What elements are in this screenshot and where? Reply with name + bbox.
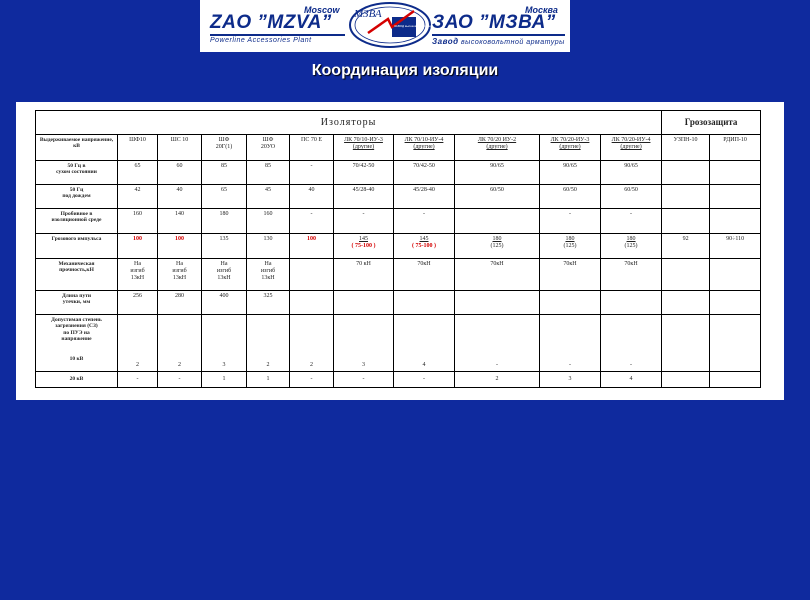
mzva-emblem-icon	[348, 1, 442, 49]
table-cell	[662, 185, 710, 209]
table-group-row	[36, 111, 761, 135]
table-cell	[334, 291, 394, 315]
table-cell: 70кН	[455, 259, 540, 291]
table-header-row	[36, 135, 761, 161]
table-row	[36, 185, 761, 209]
logo-ru-underline	[432, 34, 565, 36]
table-row	[36, 291, 761, 315]
header-label: Выдерживаемое напряжение, кВ	[36, 135, 118, 161]
table-cell: 70/42-50	[334, 161, 394, 185]
col-header: ЛК 70/10-ИУ-3 (другие)	[334, 135, 394, 161]
row-label: 50 Гц в сухом состоянии	[36, 161, 118, 185]
table-cell: 325	[247, 291, 290, 315]
group-insulators: Изоляторы	[36, 111, 662, 135]
table-cell: 145 ( 75-100 )	[334, 234, 394, 259]
table-cell: 70кН	[540, 259, 601, 291]
col-header: ШФ 20УО	[247, 135, 290, 161]
table-cell	[662, 259, 710, 291]
table-cell: 45	[247, 185, 290, 209]
col-header: ЛК 70/20 ИУ-2 (другие)	[455, 135, 540, 161]
row-label: 20 кВ	[36, 372, 118, 388]
table-cell: 90/65	[540, 161, 601, 185]
table-cell: 400	[202, 291, 247, 315]
table-cell: 4	[601, 372, 662, 388]
table-cell: -	[158, 372, 202, 388]
table-cell	[710, 291, 761, 315]
table-cell	[455, 291, 540, 315]
table-cell	[662, 161, 710, 185]
table-cell: 60/50	[455, 185, 540, 209]
table-cell: 60/50	[540, 185, 601, 209]
table-cell	[601, 291, 662, 315]
table-cell	[540, 291, 601, 315]
table-cell: -	[290, 209, 334, 234]
col-header: ПС 70 Е	[290, 135, 334, 161]
table-cell: -	[394, 209, 455, 234]
table-row	[36, 372, 761, 388]
table-cell	[662, 372, 710, 388]
row-label: Механическая прочность,кН	[36, 259, 118, 291]
table-cell: -	[394, 372, 455, 388]
table-cell: 45/28-40	[394, 185, 455, 209]
logo-en-city: Moscow	[304, 5, 340, 15]
table-cell: 2	[455, 372, 540, 388]
table-cell: 100	[158, 234, 202, 259]
table-cell: 90÷110	[710, 234, 761, 259]
logo-en-subtitle: Powerline Accessories Plant	[210, 37, 312, 44]
col-header: ЛК 70/20-ИУ-3 (другие)	[540, 135, 601, 161]
table-row	[36, 315, 761, 372]
table-cell: 70/42-50	[394, 161, 455, 185]
table-cell	[662, 315, 710, 372]
table-cell: 180 (125)	[540, 234, 601, 259]
table-cell	[662, 209, 710, 234]
table-cell: 85	[247, 161, 290, 185]
table-cell: 65	[202, 185, 247, 209]
page-title: Координация изоляции	[311, 62, 499, 79]
table-cell: -	[601, 209, 662, 234]
table-row	[36, 234, 761, 259]
table-cell: 60/50	[601, 185, 662, 209]
table-cell: 2	[118, 315, 158, 372]
logo-ru-subtitle-rest: высоковольтной арматуры	[461, 39, 565, 46]
col-header: ШФ 20Г(1)	[202, 135, 247, 161]
table-row	[36, 209, 761, 234]
table-cell: 100	[290, 234, 334, 259]
company-logo	[200, 0, 570, 52]
table-cell: На изгиб 13кН	[247, 259, 290, 291]
logo-ru-name: ЗАО ”МЗВА”	[432, 12, 556, 33]
table-cell: 100	[118, 234, 158, 259]
table-cell: 60	[158, 161, 202, 185]
row-label: Длина пути утечки, мм	[36, 291, 118, 315]
table-cell: 4	[394, 315, 455, 372]
col-header: ЛК 70/20-ИУ-4 (другие)	[601, 135, 662, 161]
table-cell: На изгиб 13кН	[158, 259, 202, 291]
content-panel	[16, 102, 784, 400]
table-cell	[662, 291, 710, 315]
table-cell: 2	[290, 315, 334, 372]
table-cell	[710, 315, 761, 372]
table-cell: -	[118, 372, 158, 388]
table-cell: На изгиб 13кН	[118, 259, 158, 291]
table-cell: 256	[118, 291, 158, 315]
group-lightning-protection: Грозозащита	[662, 111, 761, 135]
table-cell: 160	[118, 209, 158, 234]
table-cell: 70 кН	[334, 259, 394, 291]
table-cell: 40	[290, 185, 334, 209]
table-cell: -	[290, 372, 334, 388]
table-cell: 92	[662, 234, 710, 259]
col-header: ЛК 70/10-ИУ-4 (другие)	[394, 135, 455, 161]
table-cell: 90/65	[601, 161, 662, 185]
table-cell	[394, 291, 455, 315]
insulation-coordination-table	[35, 110, 761, 388]
table-cell: 160	[247, 209, 290, 234]
logo-en-underline	[210, 34, 345, 36]
table-cell: -	[334, 372, 394, 388]
logo-ru-subtitle-bold: Завод	[432, 37, 459, 46]
table-cell: -	[540, 209, 601, 234]
table-cell	[290, 259, 334, 291]
table-cell: 1	[247, 372, 290, 388]
table-cell: 145 ( 75-100 )	[394, 234, 455, 259]
table-cell: 85	[202, 161, 247, 185]
table-cell: 180	[202, 209, 247, 234]
table-cell: -	[290, 161, 334, 185]
table-cell: 180 (125)	[601, 234, 662, 259]
table-cell: 130	[247, 234, 290, 259]
row-label: Пробивное в изоляционной среде	[36, 209, 118, 234]
table-cell	[290, 291, 334, 315]
logo-en-name: ZAO ”MZVA”	[210, 12, 332, 33]
table-cell: 140	[158, 209, 202, 234]
row-label: Грозового импульса	[36, 234, 118, 259]
table-row	[36, 259, 761, 291]
table-row	[36, 161, 761, 185]
emblem-small-text: ЗАВОД высоковольтной арматуры	[394, 24, 442, 28]
row-label: Допустимая степень загрязнения (СЗ) по ПУЭ на напряжение 10 кВ	[36, 315, 118, 372]
table-cell: 135	[202, 234, 247, 259]
table-cell	[710, 372, 761, 388]
table-cell: -	[601, 315, 662, 372]
table-cell: 3	[334, 315, 394, 372]
table-cell	[455, 209, 540, 234]
table-cell: 70кН	[394, 259, 455, 291]
table-cell: 70кН	[601, 259, 662, 291]
logo-ru-city: Москва	[525, 5, 558, 15]
col-header: ШС 10	[158, 135, 202, 161]
table-cell: -	[455, 315, 540, 372]
emblem-text: МЗВА	[354, 8, 382, 20]
col-header: ШФ10	[118, 135, 158, 161]
table-cell: 280	[158, 291, 202, 315]
table-cell: 40	[158, 185, 202, 209]
logo-ru-subtitle	[432, 37, 565, 46]
col-header: УЗПН-10	[662, 135, 710, 161]
table-cell: 42	[118, 185, 158, 209]
table-cell: -	[540, 315, 601, 372]
row-sublabel-10kv: 10 кВ	[69, 356, 84, 363]
table-cell: На изгиб 13кН	[202, 259, 247, 291]
table-cell: -	[334, 209, 394, 234]
col-header: РДИП-10	[710, 135, 761, 161]
table-cell: 65	[118, 161, 158, 185]
table-cell: 3	[540, 372, 601, 388]
table-cell: 1	[202, 372, 247, 388]
table-cell: 90/65	[455, 161, 540, 185]
table-cell	[710, 259, 761, 291]
table-cell	[710, 209, 761, 234]
table-cell: 2	[158, 315, 202, 372]
table-cell	[710, 185, 761, 209]
table-cell: 45/28-40	[334, 185, 394, 209]
table-cell: 180 (125)	[455, 234, 540, 259]
table-cell: 2	[247, 315, 290, 372]
table-cell	[710, 161, 761, 185]
table-cell: 3	[202, 315, 247, 372]
row-label: 50 Гц под дождем	[36, 185, 118, 209]
